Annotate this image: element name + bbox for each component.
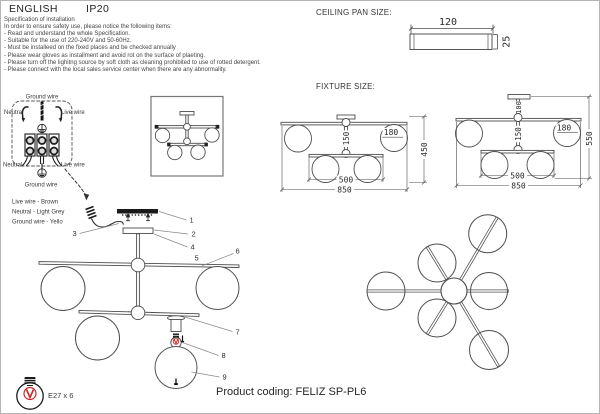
spec-title: Specification of installation bbox=[4, 16, 75, 23]
wire-colour-legend bbox=[12, 200, 64, 226]
ceiling-pan-drawing bbox=[401, 11, 526, 56]
fixture-drawing-450 bbox=[277, 91, 429, 199]
pan-depth-dim: 25 bbox=[501, 35, 513, 48]
ceiling-pan-size-title: CEILING PAN SIZE: bbox=[316, 8, 392, 17]
bulb-spec-label: E27 x 6 bbox=[48, 391, 74, 400]
fixture-top-view bbox=[361, 209, 526, 374]
legend-neutral: Neutral - Light Grey bbox=[12, 209, 65, 216]
socket-body bbox=[171, 320, 181, 332]
spec-item: - Must be installeed on the fixed places and be checked annually bbox=[4, 45, 176, 52]
globe bbox=[312, 156, 339, 183]
legend-live: Live wire - Brown bbox=[12, 199, 59, 206]
inner-width-dim: 500 bbox=[510, 171, 525, 181]
bulb-small bbox=[171, 334, 184, 348]
assembly-drawing bbox=[39, 207, 240, 389]
packaging-box-drawing bbox=[151, 97, 223, 177]
globe bbox=[354, 156, 381, 183]
spec-text-block bbox=[4, 17, 261, 75]
callout-1: 1 bbox=[189, 215, 194, 225]
arrow-right bbox=[59, 118, 63, 123]
live-top-label: Live wire bbox=[61, 110, 85, 116]
total-height-dim: 450 bbox=[419, 142, 429, 157]
glass-globe bbox=[196, 267, 239, 310]
globe-dia-dim: 180 bbox=[556, 123, 572, 133]
earth-symbol-bottom bbox=[38, 169, 46, 177]
ceiling-plate bbox=[508, 95, 530, 100]
ip-rating-label: IP20 bbox=[86, 3, 110, 15]
arrow-left bbox=[22, 118, 26, 123]
callout-4: 4 bbox=[190, 242, 195, 252]
callout-5: 5 bbox=[194, 253, 199, 263]
legend-ground: Ground wire - Yello bbox=[12, 219, 63, 226]
canopy bbox=[123, 228, 153, 234]
earth-symbol-top bbox=[38, 124, 46, 132]
globe bbox=[456, 120, 483, 147]
ground-wire-bottom-label: Ground wire bbox=[24, 182, 58, 189]
glass-globe bbox=[41, 267, 85, 311]
callout-2: 2 bbox=[191, 229, 196, 239]
globe bbox=[285, 125, 312, 152]
installation-diagram bbox=[1, 87, 271, 413]
spec-item: - Please turn off the lighitng source by soft cloth as cleaning prohibited to use of rotted detergent. bbox=[4, 59, 261, 66]
exploded-globe bbox=[155, 347, 197, 389]
pointer-arrow bbox=[65, 169, 86, 196]
ground-wire-top-label: Ground wire bbox=[25, 94, 59, 101]
neutral-bottom-label: Neutral bbox=[3, 162, 23, 169]
fixture-size-title: FIXTURE SIZE: bbox=[316, 81, 376, 91]
stem bbox=[137, 234, 140, 313]
spec-item: - Suitable for the use of 220-240V and 50-60Hz. bbox=[4, 38, 132, 45]
spec-item: - Please connect with the local sales service center when there are any abnormality. bbox=[4, 66, 227, 73]
total-width-dim: 850 bbox=[511, 181, 526, 191]
lower-ball-joint bbox=[131, 306, 145, 320]
drop-dim: 100 bbox=[514, 101, 523, 114]
spec-item: - Please wear gloves as installment and avoid rot on the surface of plaeting. bbox=[4, 52, 206, 59]
inner-width-dim: 500 bbox=[338, 175, 354, 185]
pan-body bbox=[410, 34, 492, 50]
wiring-diagram bbox=[3, 95, 89, 201]
spec-item: - Read and understand the whole Specification. bbox=[4, 30, 131, 37]
product-coding: Product coding: FELIZ SP-PL6 bbox=[216, 386, 367, 398]
globe-dia-dim: 180 bbox=[383, 128, 399, 137]
total-height-dim: 550 bbox=[584, 131, 594, 146]
total-width-dim: 850 bbox=[337, 185, 352, 195]
e27-bulb-icon bbox=[17, 377, 43, 409]
pointer-arrowhead bbox=[84, 194, 90, 201]
arms bbox=[367, 217, 509, 366]
live-bottom-label: Live wire bbox=[61, 162, 85, 169]
stem-dim: 150 bbox=[513, 127, 523, 141]
callout-3: 3 bbox=[72, 229, 77, 238]
ball-joint bbox=[342, 119, 350, 127]
mounting-bar bbox=[117, 209, 158, 214]
terminal-block bbox=[25, 134, 59, 156]
callout-6: 6 bbox=[235, 246, 240, 256]
callout-9: 9 bbox=[222, 372, 227, 382]
globe bbox=[481, 152, 508, 179]
spec-intro: In order to ensure safety use, please notice the following items: bbox=[4, 23, 172, 30]
callout-8: 8 bbox=[221, 351, 226, 360]
globe bbox=[527, 152, 554, 179]
language-label: ENGLISH bbox=[9, 3, 58, 15]
upper-ball-joint bbox=[131, 258, 145, 272]
fixture-drawing-550 bbox=[449, 87, 599, 199]
neutral-top-label: Neutral bbox=[4, 110, 24, 116]
hub bbox=[441, 278, 467, 304]
callout-7: 7 bbox=[235, 327, 240, 337]
pan-width-dim: 120 bbox=[438, 17, 458, 28]
stem-dim: 150 bbox=[341, 131, 351, 146]
glass-globe bbox=[76, 316, 120, 360]
